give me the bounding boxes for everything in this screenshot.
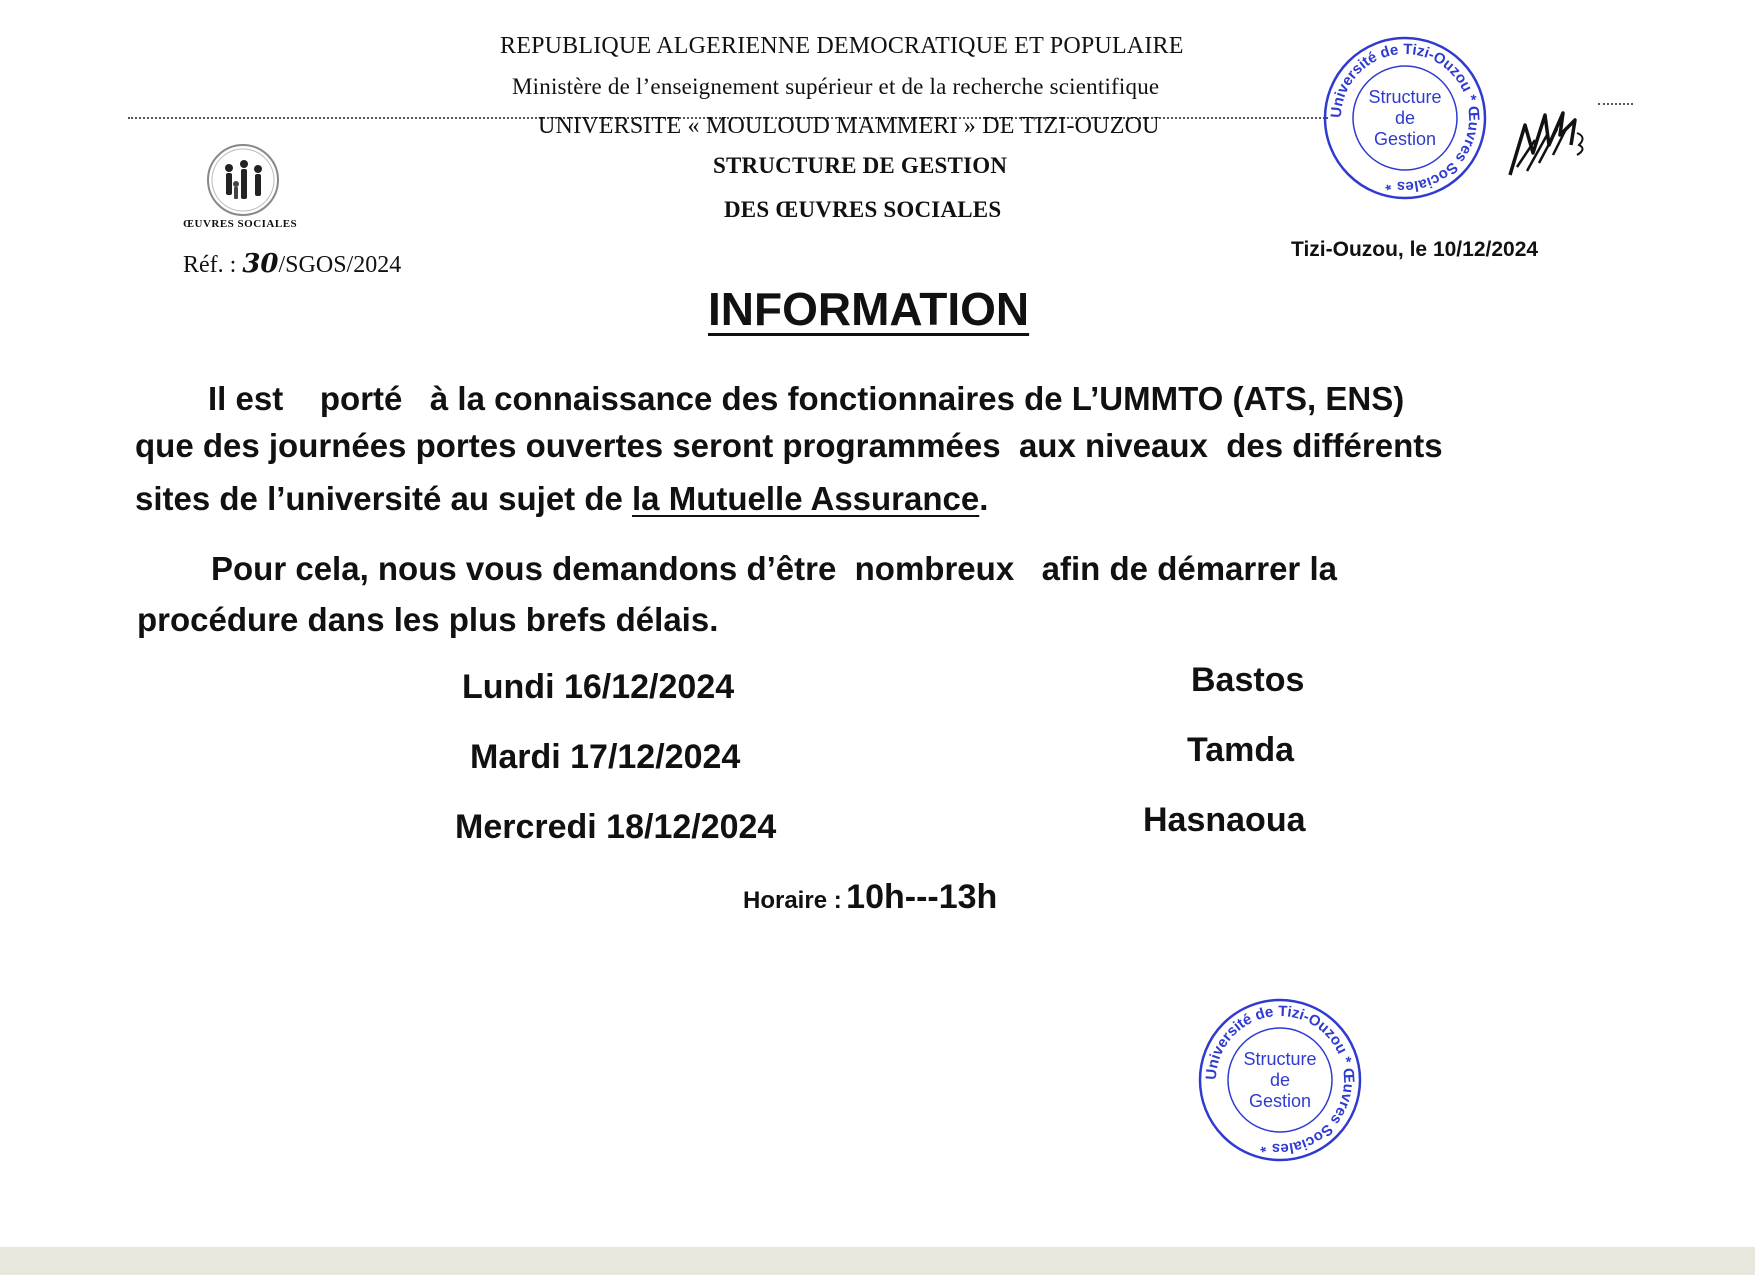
reference-handwritten-number: 30: [242, 249, 279, 279]
stamp-bottom-line1: Structure: [1243, 1049, 1317, 1069]
paragraph1-line1: Il est porté à la connaissance des fonctionnaires de L’UMMTO (ATS, ENS): [208, 380, 1405, 417]
schedule-day-1: Lundi 16/12/2024: [462, 668, 735, 706]
stamp-top: [1320, 33, 1490, 208]
reference-number: [183, 249, 401, 279]
scan-bottom-edge: [0, 1247, 1755, 1275]
stamp-center-line1: Structure: [1368, 87, 1442, 107]
header-republic: REPUBLIQUE ALGERIENNE DEMOCRATIQUE ET POPULAIRE: [500, 33, 1184, 59]
stamp-ring-text: Université de Tizi-Ouzou * Œuvres Sociales *: [1327, 40, 1483, 196]
header-university: UNIVERSITE « MOULOUD MAMMERI » DE TIZI-OUZOU: [538, 113, 1160, 139]
schedule-site-2: Tamda: [1187, 731, 1295, 769]
schedule-site-3: Hasnaoua: [1143, 801, 1306, 839]
family-logo-icon: [205, 142, 281, 218]
hours-value: 10h---13h: [846, 878, 998, 916]
header-oeuvres: DES ŒUVRES SOCIALES: [724, 197, 1002, 222]
signature-icon: [1505, 105, 1595, 185]
stamp-bottom: [1195, 995, 1365, 1170]
official-stamp-icon: [1320, 33, 1490, 203]
schedule-day-3: Mercredi 18/12/2024: [455, 808, 777, 846]
hours-label: Horaire :: [743, 887, 842, 914]
logo-caption: ŒUVRES SOCIALES: [183, 218, 298, 230]
paragraph2-line1: Pour cela, nous vous demandons d’être nombreux afin de démarrer la: [211, 550, 1337, 587]
place-date: Tizi-Ouzou, le 10/12/2024: [1291, 238, 1539, 261]
stamp-center-line2: de: [1394, 108, 1416, 128]
reference-label: Réf. :: [183, 252, 237, 278]
paragraph1-line3-suffix: .: [979, 480, 989, 517]
header-divider-right: [1598, 103, 1633, 105]
reference-suffix: /SGOS/2024: [278, 252, 402, 278]
paragraph1-line2: que des journées portes ouvertes seront programmées aux niveaux des différents: [135, 427, 1443, 464]
header-ministry: Ministère de l’enseignement supérieur et de la recherche scientifique: [512, 74, 1160, 99]
paragraph2-line2: procédure dans les plus brefs délais.: [137, 601, 719, 638]
mutuelle-assurance-text: la Mutuelle Assurance: [632, 480, 980, 517]
paragraph1-line3-prefix: sites de l’université au sujet de: [135, 480, 633, 517]
stamp-bottom-ring-text: Université de Tizi-Ouzou * Œuvres Sociales *: [1202, 1002, 1358, 1158]
stamp-center-line3: Gestion: [1373, 129, 1437, 149]
schedule-site-1: Bastos: [1191, 661, 1305, 699]
header-structure: STRUCTURE DE GESTION: [713, 153, 1008, 178]
schedule-day-2: Mardi 17/12/2024: [470, 738, 741, 776]
page-title: INFORMATION: [708, 283, 1030, 335]
official-stamp-bottom-icon: [1195, 995, 1365, 1165]
signature: [1505, 105, 1595, 190]
stamp-bottom-line3: Gestion: [1248, 1091, 1312, 1111]
stamp-bottom-line2: de: [1269, 1070, 1291, 1090]
paragraph1-line3: [135, 473, 988, 525]
oeuvres-sociales-logo: [205, 142, 281, 223]
hours: [743, 878, 997, 917]
